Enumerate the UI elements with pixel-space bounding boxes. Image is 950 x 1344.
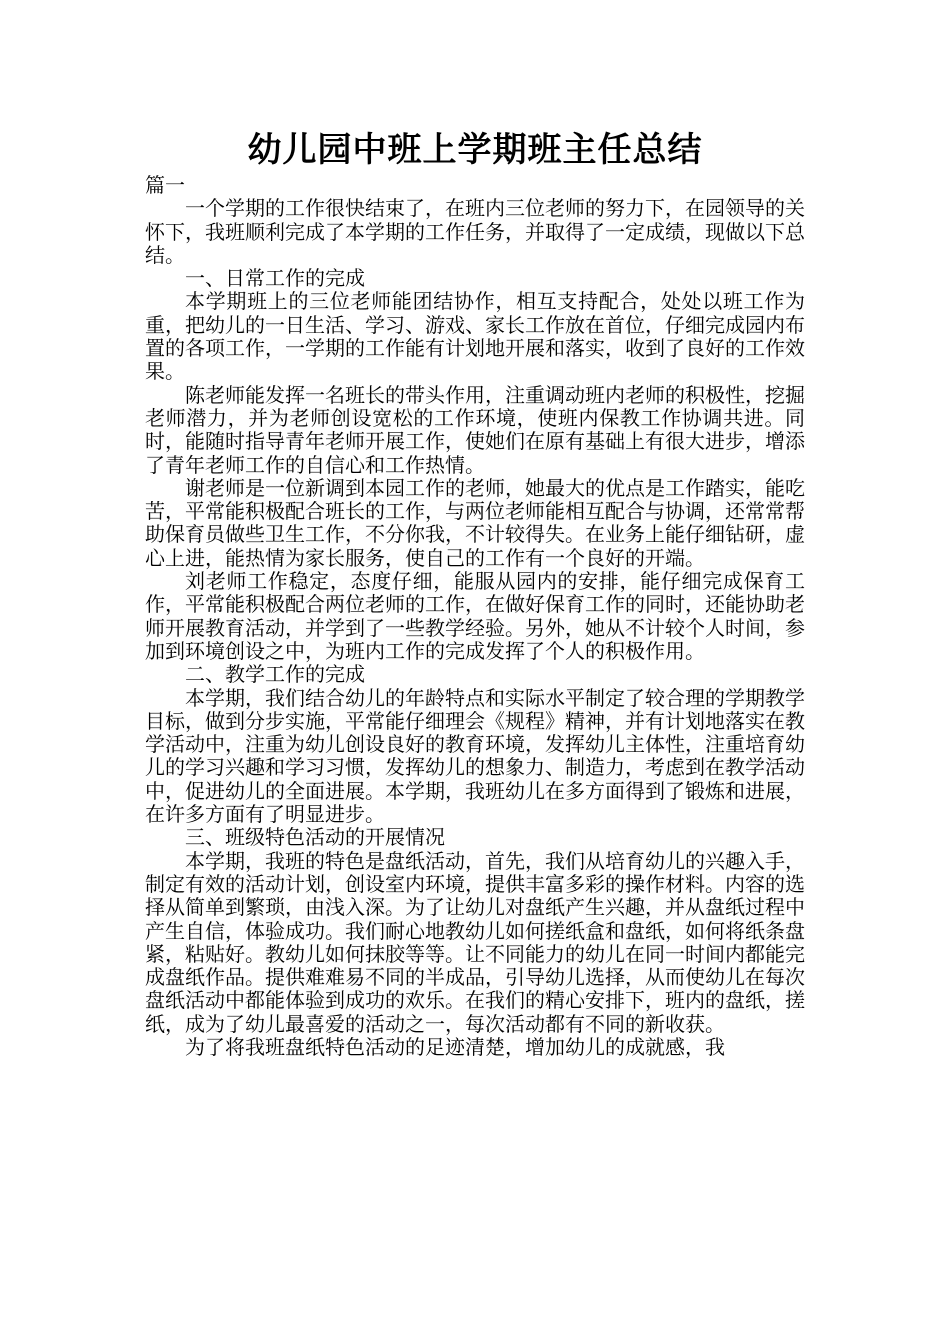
paragraph-daily-work: 本学期班上的三位老师能团结协作，相互支持配合，处处以班工作为重，把幼儿的一日生活、学习、游戏、家长工作放在首位，仔细完成园内布置的各项工作，一学期的工作能有计划地开展和落实，收到了良好的工作效果。	[145, 289, 805, 384]
paragraph-teacher-liu: 刘老师工作稳定，态度仔细，能服从园内的安排，能仔细完成保育工作，平常能积极配合两位老师的工作，在做好保育工作的同时，还能协助老师开展教育活动，并学到了一些教学经验。另外，她从不计较个人时间，参加到环境创设之中，为班内工作的完成发挥了个人的积极作用。	[145, 569, 805, 663]
paragraph-intro: 一个学期的工作很快结束了，在班内三位老师的努力下，在园领导的关怀下，我班顺利完成了本学期的工作任务，并取得了一定成绩，现做以下总结。	[145, 196, 805, 267]
paragraph-class-activities: 本学期，我班的特色是盘纸活动，首先，我们从培育幼儿的兴趣入手，制定有效的活动计划，创设室内环境，提供丰富多彩的操作材料。内容的选择从简单到繁琐，由浅入深。为了让幼儿对盘纸产生兴趣，并从盘纸过程中产生自信，体验成功。我们耐心地教幼儿如何搓纸盒和盘纸，如何将纸条盘紧，粘贴好。教幼儿如何抹胶等等。让不同能力的幼儿在同一时间内都能完成盘纸作品。提供难难易不同的半成品，引导幼儿选择，从而使幼儿在每次盘纸活动中都能体验到成功的欢乐。在我们的精心安排下，班内的盘纸，搓纸，成为了幼儿最喜爱的活动之一，每次活动都有不同的新收获。	[145, 848, 805, 1036]
section-label: 篇一	[145, 173, 185, 197]
heading-daily-work: 一、日常工作的完成	[185, 266, 365, 291]
paragraph-teaching-work: 本学期，我们结合幼儿的年龄特点和实际水平制定了较合理的学期教学目标，做到分步实施，平常能仔细理会《规程》精神，并有计划地落实在教学活动中，注重为幼儿创设良好的教育环境，发挥幼儿主体性，注重培育幼儿的学习兴趣和学习习惯，发挥幼儿的想象力、制造力，考虑到在教学活动中，促进幼儿的全面进展。本学期，我班幼儿在多方面得到了锻炼和进展，在许多方面有了明显进步。	[145, 685, 805, 827]
paragraph-continued: 为了将我班盘纸特色活动的足迹清楚，增加幼儿的成就感，我	[185, 1034, 725, 1059]
paragraph-teacher-xie: 谢老师是一位新调到本园工作的老师，她最大的优点是工作踏实，能吃苦，平常能积极配合班长的工作，与两位老师能相互配合与协调，还常常帮助保育员做些卫生工作，不分你我，不计较得失。在业务上能仔细钻研，虚心上进，能热情为家长服务，使自己的工作有一个良好的开端。	[145, 475, 805, 570]
document-page	[145, 128, 805, 1059]
document-title: 幼儿园中班上学期班主任总结	[247, 130, 703, 170]
paragraph-teacher-chen: 陈老师能发挥一名班长的带头作用，注重调动班内老师的积极性，挖掘老师潜力，并为老师创设宽松的工作环境，使班内保教工作协调共进。同时，能随时指导青年老师开展工作，使她们在原有基础上有很大进步，增添了青年老师工作的自信心和工作热情。	[145, 382, 805, 477]
heading-teaching-work: 二、教学工作的完成	[185, 662, 365, 687]
heading-class-activities: 三、班级特色活动的开展情况	[185, 825, 445, 850]
